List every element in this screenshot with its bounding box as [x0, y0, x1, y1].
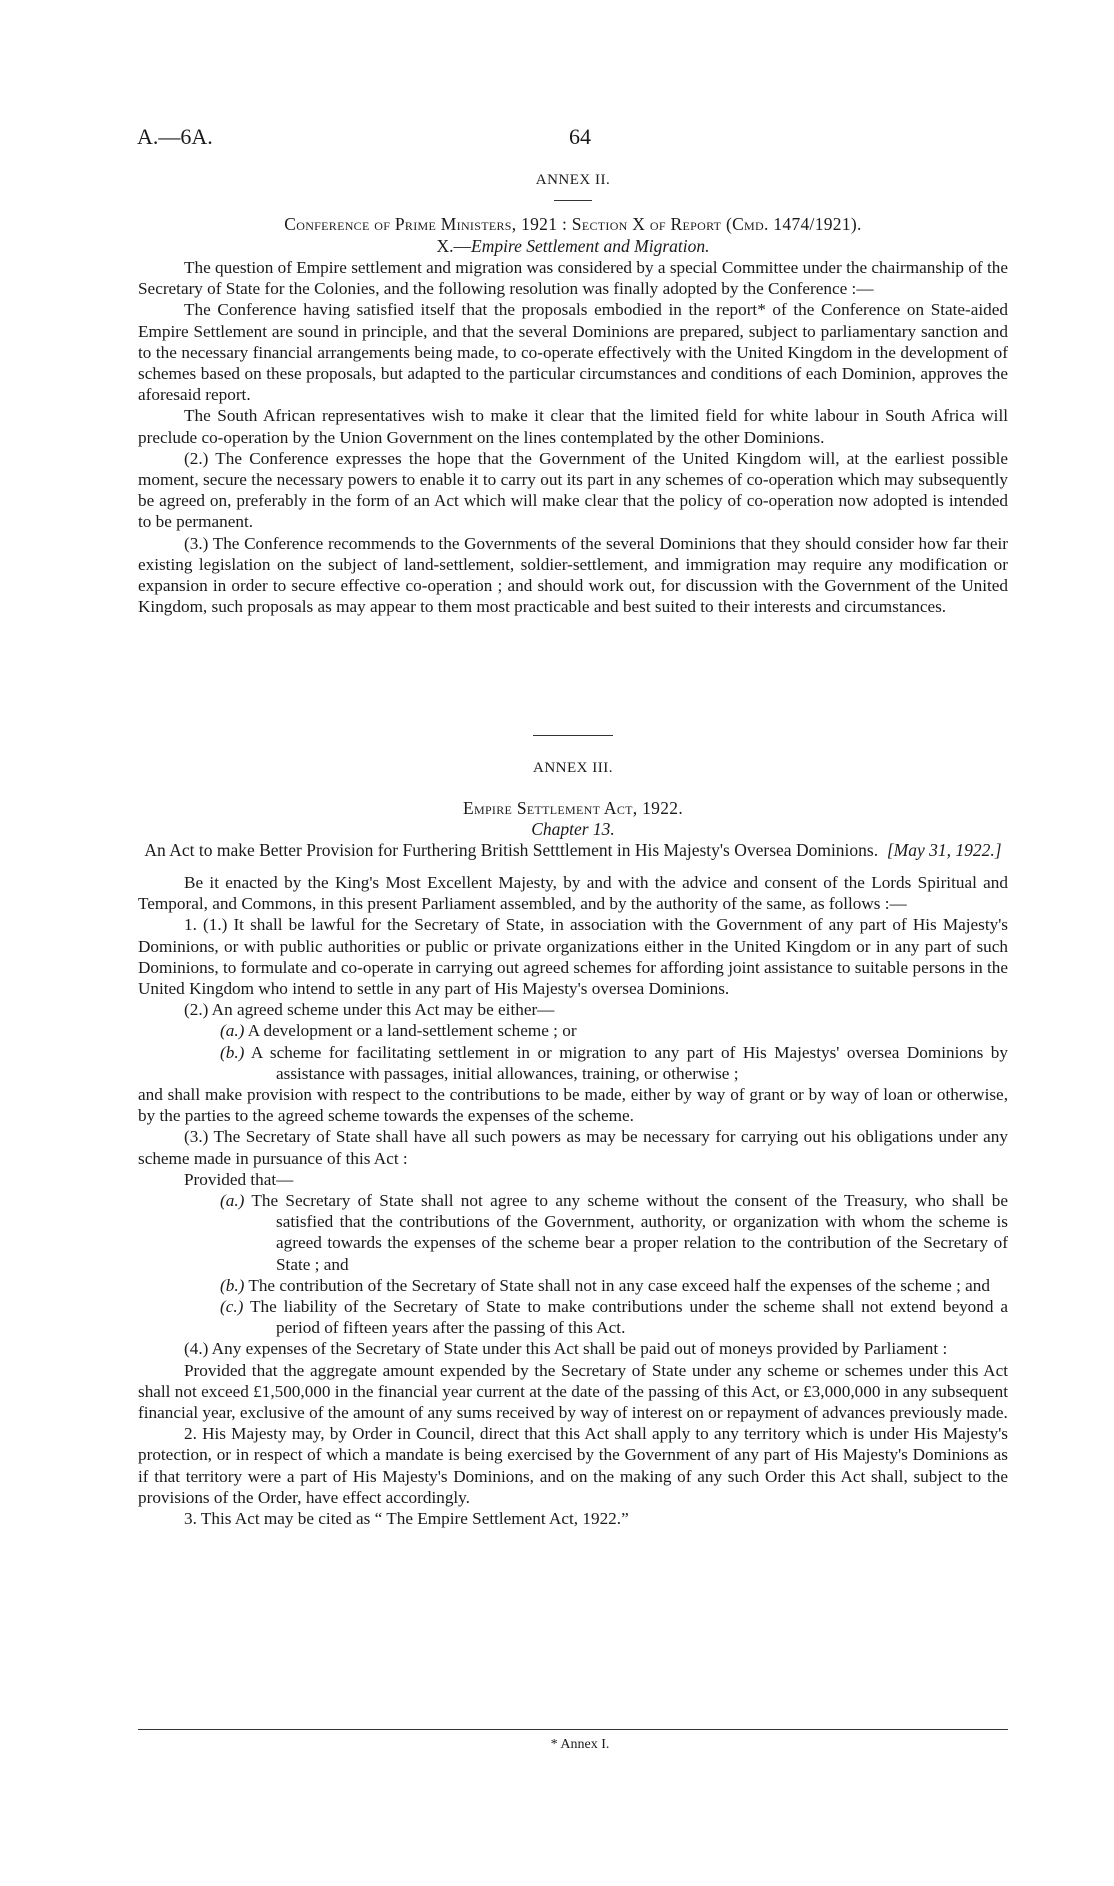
section-1-3: (3.) The Secretary of State shall have all such powers as may be necessary for carrying out his obligations under any scheme made in pursuance of this Act :: [138, 1127, 1008, 1168]
section-1-2: (2.) An agreed scheme under this Act may be either—: [184, 1000, 555, 1020]
annex-iii-title: ANNEX III.: [533, 760, 613, 776]
act-date: [May 31, 1922.]: [886, 840, 1002, 860]
section-1-2-tail: and shall make provision with respect to the contributions to be made, either by way of grant or by way of loan or otherwise, by the parties to the agreed scheme towards the expenses of the scheme.: [138, 1085, 1008, 1126]
annex-ii-paragraph: The question of Empire settlement and migration was considered by a special Committee under the chairmanship of the Secretary of State for the Colonies, and the following resolution was finally adopted by the Conference :—: [138, 258, 1008, 299]
annex-ii-subheading: [138, 236, 1008, 257]
annex-iii-heading: Empire Settlement Act, 1922.: [462, 798, 684, 818]
section-divider: [138, 735, 1008, 736]
annex-ii-paragraph: (3.) The Conference recommends to the Governments of the several Dominions that they should consider how far their existing legislation on the subject of land-settlement, soldier-settlement, and immigration may require any modification or expansion in order to secure effective co-operation ; and should work out, for discussion with the Government of the United Kingdom, such proposals as may appear to them most practicable and best suited to their interests and circumstances.: [138, 533, 1008, 617]
subheading-prefix: X.—: [436, 236, 472, 256]
act-long-title: An Act to make Better Provision for Furthering British Setttlement in His Majesty's Oversea Dominions. [May 31, 1922.]: [144, 840, 1002, 860]
annex-ii-heading: Conference of Prime Ministers, 1921 : Section X of Report (Cmd. 1474/1921).: [284, 214, 862, 234]
section-1-4-proviso: Provided that the aggregate amount expended by the Secretary of State under any scheme or schemes under this Act shall not exceed £1,500,000 in the financial year current at the date of the passing of this Act, or £3,000,000 in any subsequent financial year, exclusive of the amount of any sums received by way of interest on or repayment of advances previously made.: [138, 1360, 1008, 1423]
footnote: * Annex I.: [550, 1737, 610, 1752]
section-1-2-b: (b.) A scheme for facilitating settlement in or migration to any part of His Majestys' oversea Dominions by assistance with passages, initial allowances, training, or otherwise ;: [220, 1042, 1008, 1083]
footnote-rule: [138, 1729, 1008, 1730]
annex-iii-section: [138, 760, 1008, 1529]
annex-ii-paragraph: (2.) The Conference expresses the hope that the Government of the United Kingdom will, at the earliest possible moment, secure the necessary powers to enable it to carry out its part in any schemes of co-operation which may subsequently be agreed on, preferably in the form of an Act which will make clear that the policy of co-operation now adopted is intended to be permanent.: [138, 448, 1008, 532]
annex-ii-title: ANNEX II.: [535, 172, 611, 188]
enacting-formula: Be it enacted by the King's Most Excellent Majesty, by and with the advice and consent of the Lords Spiritual and Temporal, and Commons, in this present Parliament assembled, and by the authority of the same, as follows :—: [138, 873, 1008, 914]
section-1-1: 1. (1.) It shall be lawful for the Secretary of State, in association with the Government of any part of His Majesty's Dominions, or with public authorities or public or private organizations either in the United Kingdom or in any part of such Dominions, to formulate and co-operate in carrying out agreed schemes for affording joint assistance to suitable persons in the United Kingdom who intend to settle in any part of His Majesty's oversea Dominions.: [138, 915, 1008, 999]
section-1-2-a: (a.) A development or a land-settlement scheme ; or: [220, 1021, 577, 1041]
annex-ii-paragraph: The South African representatives wish to make it clear that the limited field for white labour in South Africa will preclude co-operation by the Union Government on the lines contemplated by the other Dominions.: [138, 406, 1008, 447]
section-2: 2. His Majesty may, by Order in Council, direct that this Act shall apply to any territory which is under His Majesty's protection, or in respect of which a mandate is being exercised by the Government of any part of His Majesty's Dominions as if that territory were a part of His Majesty's Dominions, and on the making of any such Order this Act shall, subject to the provisions of the Order, have effect accordingly.: [138, 1424, 1008, 1507]
document-reference: A.—6A.: [137, 124, 213, 149]
provided-that: Provided that—: [184, 1169, 294, 1189]
section-1-4: (4.) Any expenses of the Secretary of State under this Act shall be paid out of moneys provided by Parliament :: [184, 1339, 948, 1359]
divider: [533, 735, 613, 736]
proviso-b: (b.) The contribution of the Secretary of State shall not in any case exceed half the expenses of the scheme ; and: [220, 1275, 990, 1295]
annex-ii-paragraph: The Conference having satisfied itself that the proposals embodied in the report* of the Conference on State-aided Empire Settlement are sound in principle, and that the several Dominions are prepared, subject to parliamentary sanction and to the necessary financial arrangements being made, to co-operate effectively with the United Kingdom in the development of schemes based on these proposals, but adapted to the particular circumstances and conditions of each Dominion, approves the aforesaid report.: [138, 300, 1008, 405]
annex-ii-section: [138, 172, 1008, 617]
section-3: 3. This Act may be cited as “ The Empire Settlement Act, 1922.”: [184, 1509, 629, 1529]
page-number: 64: [569, 124, 591, 149]
subheading-title: Empire Settlement and Migration.: [471, 236, 710, 256]
chapter-label: Chapter 13.: [531, 819, 615, 839]
proviso-c: (c.) The liability of the Secretary of State to make contributions under the scheme shall not extend beyond a period of fifteen years after the passing of this Act.: [220, 1297, 1008, 1338]
proviso-a: (a.) The Secretary of State shall not agree to any scheme without the consent of the Treasury, who shall be satisfied that the contributions of the Government, authority, or organization with whom the scheme is agreed towards the expenses of the scheme bear a proper relation to the contribution of the Secretary of State ; and: [220, 1191, 1008, 1274]
divider: [554, 200, 592, 201]
